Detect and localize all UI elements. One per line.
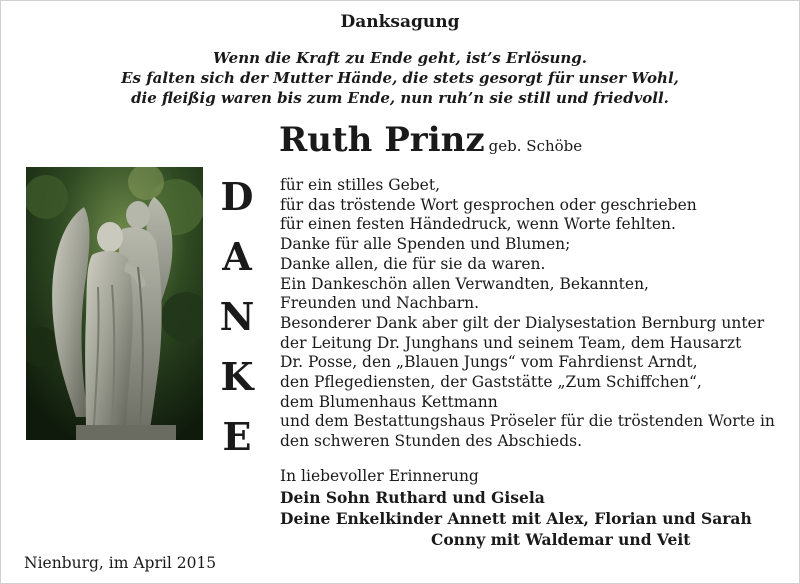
poem-line: Es falten sich der Mutter Hände, die stets gesorgt für unser Wohl,: [121, 69, 679, 87]
text-line: dem Blumenhaus Kettmann: [280, 392, 498, 411]
poem: [0, 48, 800, 108]
text-line: für einen festen Händedruck, wenn Worte fehlten.: [280, 215, 676, 234]
text-line: den schweren Stunden des Abschieds.: [280, 432, 583, 451]
poem-line: Wenn die Kraft zu Ende geht, ist’s Erlösung.: [213, 49, 587, 67]
signature-line: Dein Sohn Ruthard und Gisela: [280, 488, 545, 507]
text-line: für ein stilles Gebet,: [280, 176, 441, 194]
danke-letter: D: [220, 174, 254, 219]
text-line: Danke allen, die für sie da waren.: [280, 254, 546, 273]
birth-name: geb. Schöbe: [488, 137, 583, 155]
danke-letter: A: [222, 234, 252, 279]
text-line: Freunden und Nachbarn.: [280, 294, 480, 313]
text-line: Danke für alle Spenden und Blumen;: [280, 235, 571, 254]
angel-statue-photo: [26, 167, 203, 440]
text-line: Besonderer Dank aber gilt der Dialysestation Bernburg unter: [280, 313, 765, 332]
text-line: und dem Bestattungshaus Pröseler für die tröstenden Worte in: [280, 412, 775, 431]
text-line: Ein Dankeschön allen Verwandten, Bekannten,: [280, 274, 649, 293]
danke-letter: K: [220, 354, 254, 399]
closing-intro: In liebevoller Erinnerung: [280, 467, 479, 485]
deceased-name-line: [279, 120, 582, 160]
danke-letter: E: [222, 414, 252, 459]
poem-line: die fleißig waren bis zum Ende, nun ruh’n sie still und friedvoll.: [131, 89, 669, 107]
danke-letter: N: [219, 294, 255, 339]
signature-line: Conny mit Waldemar und Veit: [431, 530, 691, 549]
place-date: Nienburg, im April 2015: [24, 554, 217, 572]
deceased-name: Ruth Prinz: [279, 120, 485, 160]
closing-signature: [280, 466, 752, 550]
text-line: Dr. Posse, den „Blauen Jungs“ vom Fahrdienst Arndt,: [280, 353, 698, 372]
text-line: den Pflegediensten, der Gaststätte „Zum Schiffchen“,: [280, 373, 702, 392]
thank-you-text: [280, 176, 775, 452]
heading: Danksagung: [340, 12, 460, 32]
text-line: der Leitung Dr. Junghans und seinem Team, dem Hausarzt: [280, 333, 742, 352]
danke-vertical: [212, 172, 262, 472]
signature-line: Deine Enkelkinder Annett mit Alex, Florian und Sarah: [280, 509, 752, 528]
text-line: für das tröstende Wort gesprochen oder geschrieben: [280, 195, 697, 214]
